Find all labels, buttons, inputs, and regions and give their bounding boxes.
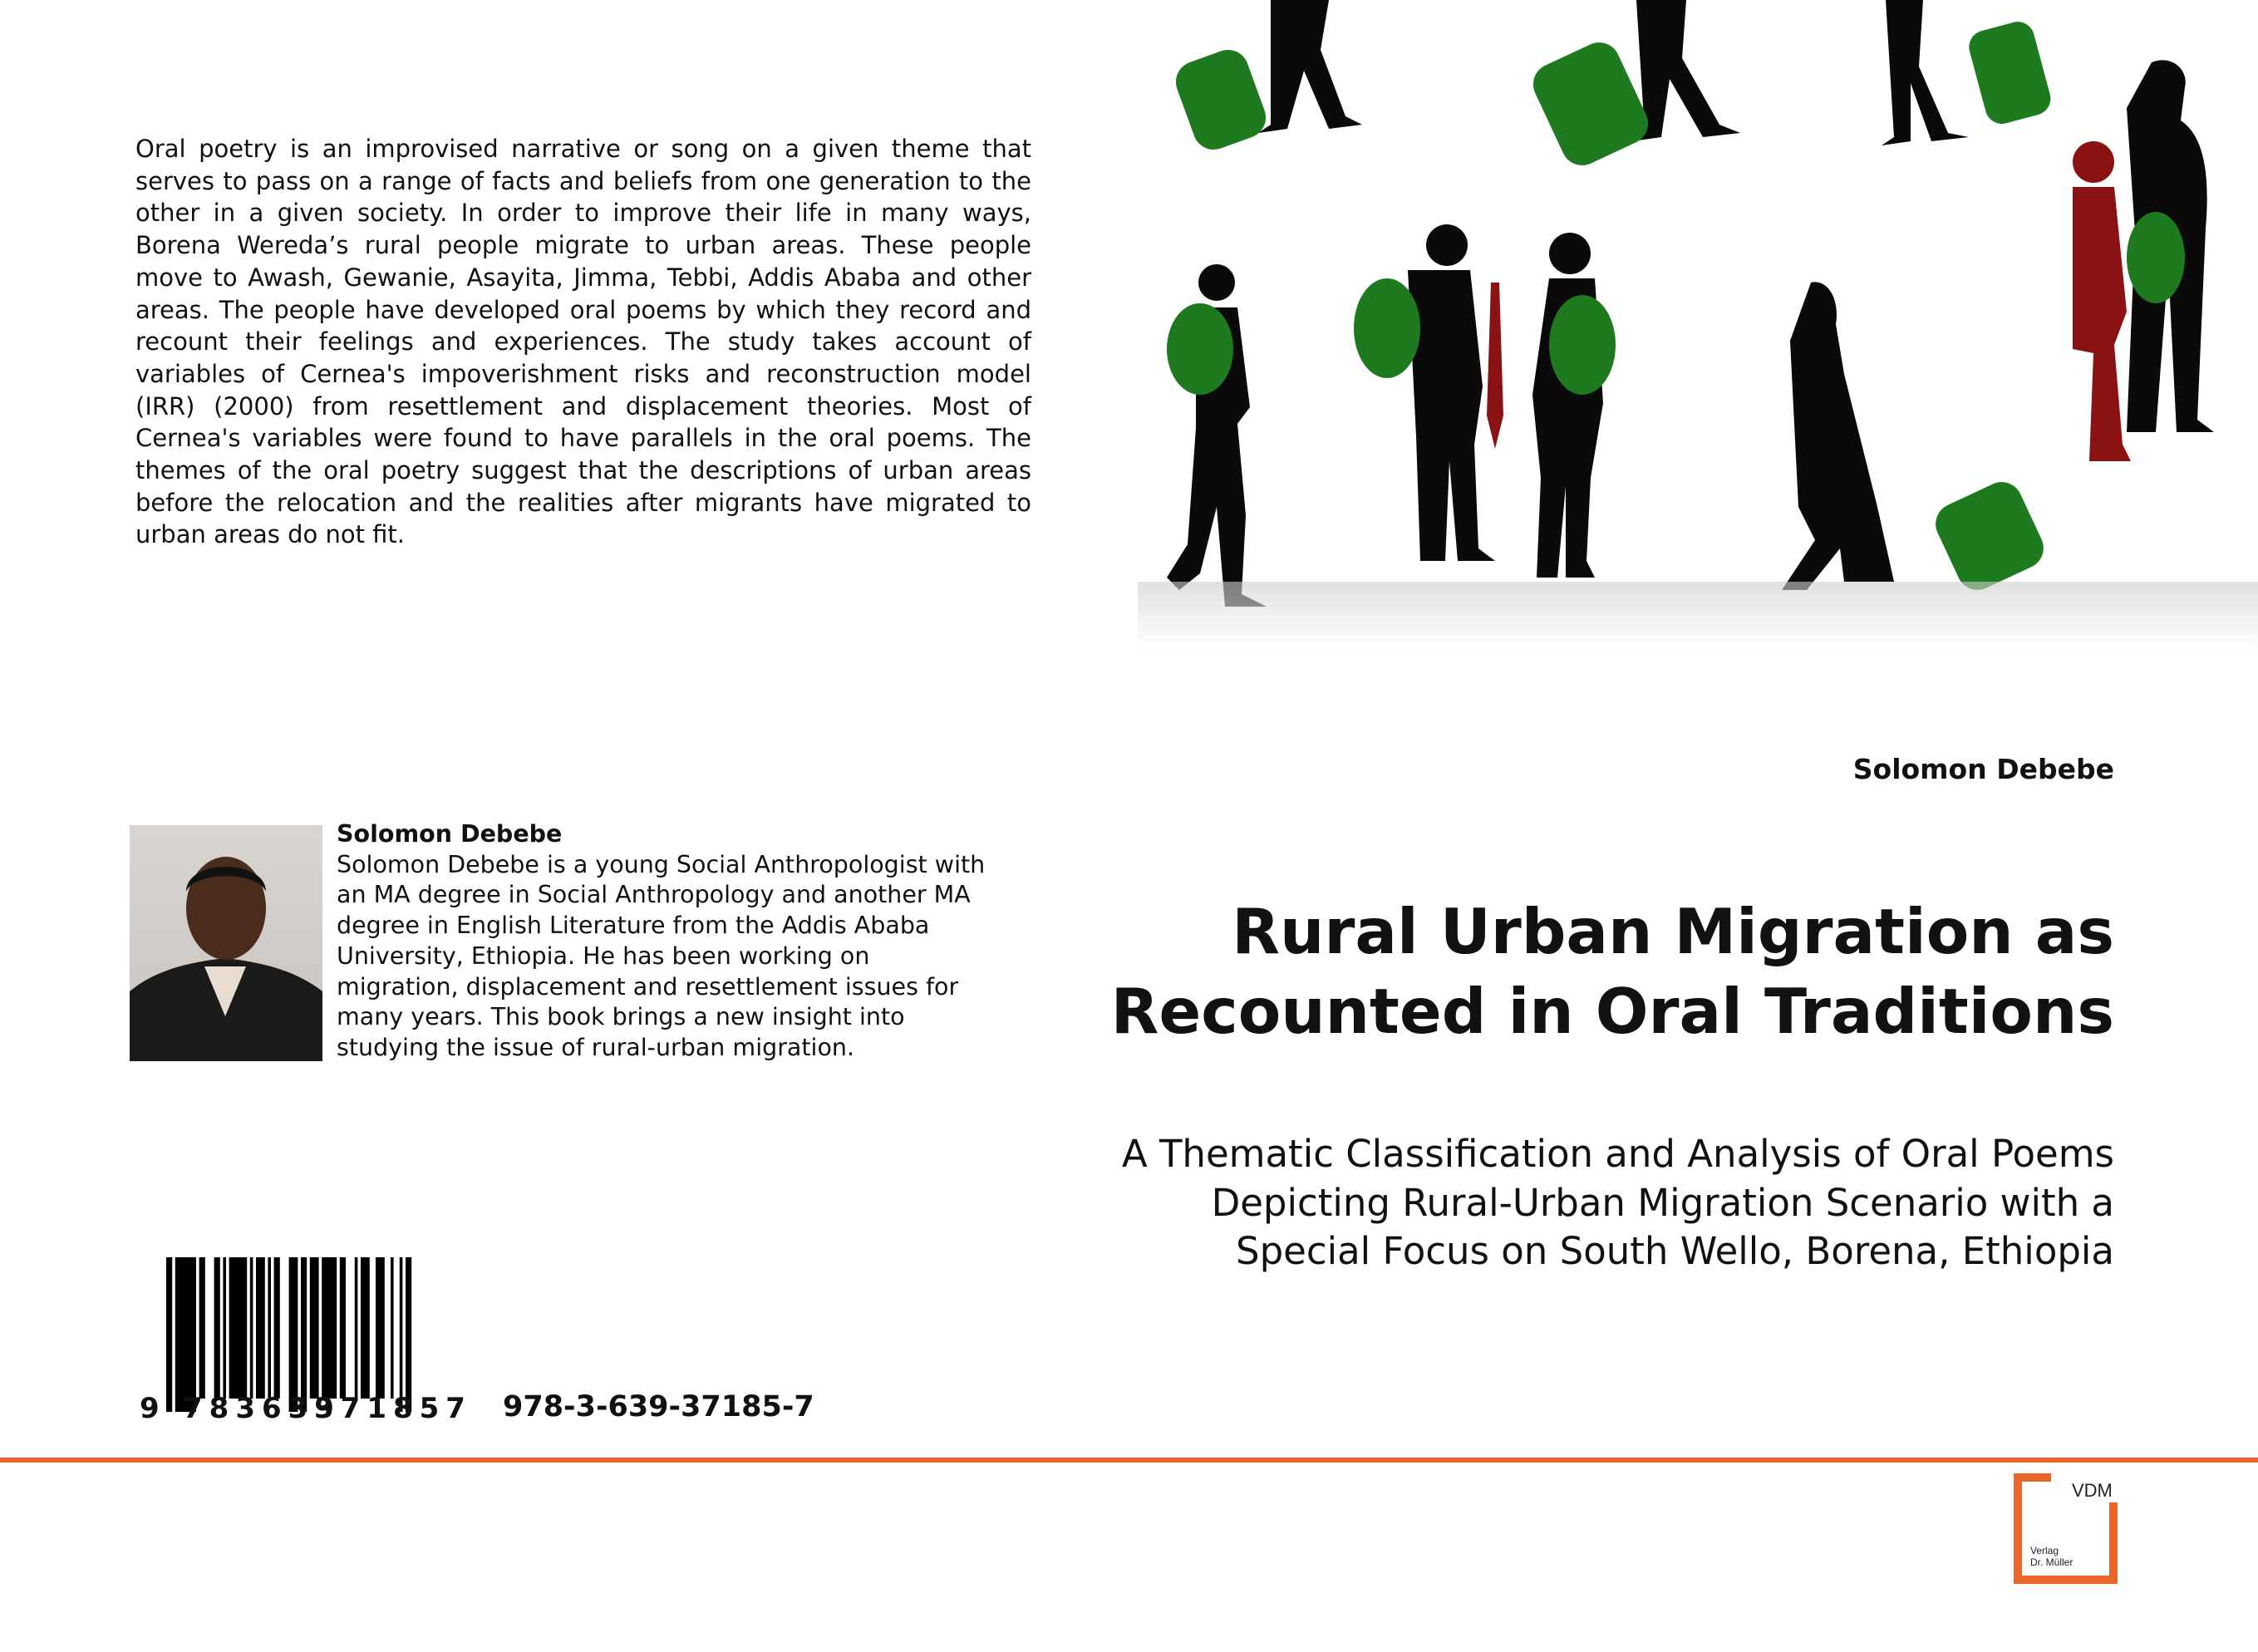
barcode-bar	[340, 1257, 346, 1399]
vdm-publisher-logo	[2014, 1473, 2118, 1584]
barcode-bar	[376, 1257, 385, 1399]
barcode-bar	[223, 1257, 226, 1399]
barcode-bar	[355, 1257, 358, 1399]
barcode-bar	[268, 1257, 271, 1399]
logo-dr-muller: Dr. Müller	[2030, 1556, 2074, 1568]
barcode-digits-group2: 371857	[314, 1392, 472, 1425]
barcode-bar	[289, 1257, 298, 1412]
author-bio-text: Solomon Debebe is a young Social Anthropologist with an MA degree in Social Anthropology and another MA degree in English Literature from the Addis Ababa University, Ethiopia. He has been working on migration, displacement and resettlement issues for many years. This book brings a new insight into studying the issue of rural-urban migration.	[337, 850, 986, 1061]
book-title: Rural Urban Migration as Recounted in Oral Traditions	[1110, 895, 2114, 1048]
barcode-bar	[166, 1257, 172, 1412]
barcode-bar	[199, 1257, 205, 1399]
isbn-text: 978-3-639-37185-7	[503, 1390, 814, 1423]
front-cover-author: Solomon Debebe	[1852, 753, 2114, 785]
isbn-barcode	[133, 1251, 482, 1433]
barcode-bar	[175, 1257, 196, 1412]
logo-vdm: VDM	[2072, 1480, 2113, 1501]
barcode-bar	[400, 1257, 403, 1412]
author-photo	[130, 825, 322, 1061]
orange-divider	[0, 1458, 2258, 1463]
author-bio	[337, 819, 993, 1064]
barcode-bar	[361, 1257, 370, 1399]
barcode-bar	[256, 1257, 265, 1399]
logo-verlag: Verlag	[2030, 1545, 2059, 1556]
barcode-bar	[310, 1257, 319, 1399]
barcode-bar	[406, 1257, 411, 1412]
barcode-bar	[274, 1257, 280, 1399]
barcode-bar	[214, 1257, 220, 1399]
author-bio-name: Solomon Debebe	[337, 820, 563, 848]
barcode-bar	[301, 1257, 307, 1412]
barcode-digit-lead: 9	[140, 1392, 160, 1425]
barcode-bar	[250, 1257, 253, 1399]
barcode-bar	[229, 1257, 248, 1399]
migrants-silhouette-illustration	[1138, 0, 2258, 648]
barcode-digits-group1: 783639	[183, 1392, 341, 1425]
back-cover-blurb: Oral poetry is an improvised narrative or song on a given theme that serves to pass on a range of facts and beliefs from one generation to the other in a given society. In order to improve their life in many ways, Borena Wereda’s rural people migrate to urban areas. These people move to Awash, Gewanie, Asayita, Jimma, Tebbi, Addis Ababa and other areas. The people have developed oral poems by which they record and recount their feelings and experiences. The study takes account of variables of Cernea's impoverishment risks and reconstruction model (IRR) (2000) from resettlement and displacement theories. Most of Cernea's variables were found to have parallels in the oral poems. The themes of the oral poetry suggest that the descriptions of urban areas before the relocation and the realities after migrants have migrated to urban areas do not fit.	[135, 135, 1031, 549]
barcode-bar	[322, 1257, 337, 1399]
barcode-bar	[391, 1257, 394, 1399]
book-subtitle: A Thematic Classification and Analysis of Oral Poems Depicting Rural-Urban Migration Scenario with a Special Focus on South Wello, Borena, Ethiopia	[1121, 1132, 2114, 1273]
